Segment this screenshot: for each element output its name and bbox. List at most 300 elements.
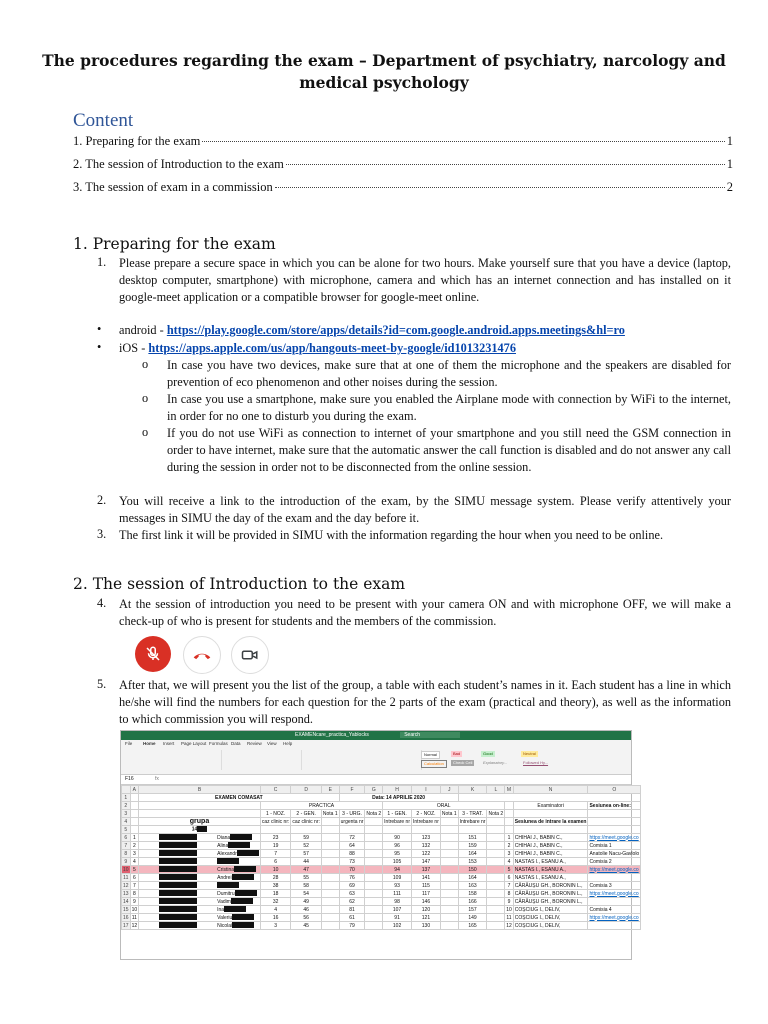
content-heading: Content <box>73 110 134 131</box>
student-name-cell[interactable] <box>139 922 261 930</box>
student-name: Ina <box>217 906 225 913</box>
redaction-box <box>232 874 254 880</box>
hang-up-button[interactable] <box>183 636 221 674</box>
sheet-row-1: 1 EXAMEN COMASAT Data: 14 APRILIE 2020 <box>122 794 641 802</box>
row-number-cell[interactable]: 9 <box>130 898 139 906</box>
question-cell[interactable]: 96 <box>383 842 412 850</box>
col-header[interactable]: N <box>513 786 588 794</box>
row-number-cell[interactable]: 10 <box>131 906 138 913</box>
sub-header[interactable]: caz clinic nr: <box>261 818 290 825</box>
question-cell[interactable]: 58 <box>291 882 322 890</box>
order-cell[interactable]: 12 <box>506 922 512 929</box>
question-cell[interactable]: 166 <box>458 898 487 906</box>
grade-cell[interactable] <box>487 914 505 922</box>
session-cell[interactable]: Comisia 1 <box>588 842 641 850</box>
question-cell[interactable]: 64 <box>339 842 365 850</box>
tab-view[interactable]: View <box>267 741 277 746</box>
grade-cell[interactable] <box>440 906 458 914</box>
question-cell[interactable]: 141 <box>412 874 441 882</box>
order-cell[interactable]: 3 <box>505 850 514 858</box>
session-cell[interactable]: Comisia 4 <box>588 906 641 914</box>
tab-formulas[interactable]: Formulas <box>209 741 228 746</box>
question-cell[interactable]: 3 <box>260 922 291 930</box>
col-header[interactable]: A <box>130 786 139 794</box>
examiner-cell[interactable]: CĂRĂUȘU GH., BORONIN L., <box>513 898 588 906</box>
question-cell[interactable]: 164 <box>458 850 487 858</box>
question-cell[interactable]: 57 <box>291 850 322 858</box>
sub-header[interactable]: Intrebare nr <box>384 818 411 825</box>
grade-cell[interactable] <box>440 922 458 930</box>
session-cell[interactable]: Comisia 3 <box>588 882 641 890</box>
grade-cell[interactable] <box>321 898 339 906</box>
student-name: Dumitru <box>217 890 235 897</box>
order-cell[interactable]: 8 <box>505 890 514 898</box>
search-box[interactable]: Search <box>400 732 460 738</box>
grade-cell[interactable] <box>440 858 458 866</box>
sub-header[interactable]: 2 - GEN. <box>291 810 322 818</box>
formula-bar[interactable] <box>121 775 631 785</box>
examiner-cell[interactable]: CHIHAI J., BABIN C., <box>513 850 588 858</box>
sesiunea-header[interactable]: Sesiunea on-line: <box>588 802 641 810</box>
tab-help[interactable]: Help <box>283 741 293 746</box>
col-header[interactable]: H <box>383 786 412 794</box>
student-name-cell[interactable] <box>139 866 261 874</box>
practica-header[interactable]: PRACTICA <box>260 802 382 810</box>
sub-header[interactable]: Intrebare nr <box>459 818 486 825</box>
session-cell[interactable] <box>588 874 641 882</box>
sesiunea-intrare[interactable]: Sesiunea de intrare la examen <box>514 818 587 825</box>
redaction-box <box>224 906 246 912</box>
tab-insert[interactable]: Insert <box>163 741 175 746</box>
question-cell[interactable]: 158 <box>458 890 487 898</box>
question-cell[interactable]: 18 <box>260 890 291 898</box>
student-name-cell[interactable] <box>139 874 261 882</box>
session-cell[interactable] <box>588 922 641 930</box>
question-cell[interactable]: 6 <box>260 858 291 866</box>
question-cell[interactable]: 56 <box>291 914 322 922</box>
grade-cell[interactable] <box>321 834 339 842</box>
grade-cell[interactable] <box>365 898 383 906</box>
question-cell[interactable]: 23 <box>260 834 291 842</box>
question-cell[interactable]: 16 <box>260 914 291 922</box>
question-cell[interactable]: 123 <box>412 834 441 842</box>
redaction-box <box>237 850 259 856</box>
student-name-cell[interactable] <box>139 898 261 906</box>
grade-cell[interactable] <box>321 874 339 882</box>
item-2-text: You will receive a link to the introduction of the exam, by the SIMU message system. Please verify attentively your messages in SIMU the day of the exam and the day before it. <box>119 494 731 525</box>
table-row <box>122 914 641 922</box>
session-cell[interactable]: Anatolie Nacu-Gavlolo <box>589 850 640 857</box>
question-cell[interactable]: 153 <box>458 858 487 866</box>
col-header[interactable]: M <box>505 786 514 794</box>
style-normal[interactable]: Normal <box>421 751 440 759</box>
style-explanatory[interactable]: Explanatory... <box>483 760 508 765</box>
grade-cell[interactable] <box>440 882 458 890</box>
spreadsheet-grid <box>121 785 641 930</box>
grade-cell[interactable] <box>440 850 458 858</box>
question-cell[interactable]: 164 <box>458 874 487 882</box>
grade-cell[interactable] <box>321 866 339 874</box>
sub-bullet-2: In case you use a smartphone, make sure you enabled the Airplane mode with connection by WiFi to the internet, in order for no one to disturb you during the exam. <box>167 392 731 423</box>
style-calculation[interactable]: Calculation <box>421 760 447 768</box>
col-header[interactable]: J <box>440 786 458 794</box>
question-cell[interactable]: 7 <box>260 850 291 858</box>
grade-cell[interactable] <box>365 890 383 898</box>
row-number-cell[interactable]: 8 <box>130 890 139 898</box>
question-cell[interactable]: 91 <box>383 914 412 922</box>
row-number-cell[interactable]: 3 <box>130 850 139 858</box>
question-cell[interactable]: 69 <box>339 882 365 890</box>
grade-cell[interactable] <box>487 866 505 874</box>
question-cell[interactable]: 76 <box>339 874 365 882</box>
redaction-box <box>217 882 239 888</box>
grade-cell[interactable] <box>321 882 339 890</box>
table-row <box>122 922 641 930</box>
cell-reference[interactable]: F16 <box>125 776 134 782</box>
question-cell[interactable]: 159 <box>458 842 487 850</box>
grade-cell[interactable] <box>487 906 505 914</box>
grade-cell[interactable] <box>487 858 505 866</box>
question-cell[interactable]: 122 <box>412 850 441 858</box>
android-link[interactable]: https://play.google.com/store/apps/details?id=com.google.android.apps.meetings&hl=ro <box>166 323 625 337</box>
redaction-box <box>159 882 197 888</box>
student-name: Nicolai <box>217 922 233 929</box>
grade-cell[interactable] <box>365 842 383 850</box>
row-header: 12 <box>123 882 129 889</box>
question-cell[interactable]: 163 <box>458 882 487 890</box>
sub-header[interactable]: Intrebare nr <box>413 818 439 825</box>
android-line <box>119 322 739 339</box>
question-cell[interactable]: 107 <box>383 906 412 914</box>
question-cell[interactable]: 54 <box>291 890 322 898</box>
col-header[interactable]: G <box>365 786 383 794</box>
order-cell[interactable]: 1 <box>505 834 514 842</box>
examinatori-header[interactable]: Examinatori <box>513 802 588 810</box>
question-cell[interactable]: 61 <box>339 914 365 922</box>
order-cell[interactable]: 7 <box>505 882 514 890</box>
grupa-number-text: 14 <box>191 826 198 833</box>
tab-page-layout[interactable]: Page Layout <box>181 741 207 746</box>
row-header: 8 <box>122 850 131 858</box>
question-cell[interactable]: 105 <box>383 858 412 866</box>
order-cell[interactable]: 5 <box>505 866 514 874</box>
question-cell[interactable]: 149 <box>458 914 487 922</box>
student-name-cell[interactable] <box>139 850 261 858</box>
row-header: 10 <box>123 866 129 873</box>
session-cell[interactable]: Comisia 2 <box>588 858 641 866</box>
table-row <box>122 842 641 850</box>
question-cell[interactable]: 32 <box>260 898 291 906</box>
col-header[interactable]: E <box>321 786 339 794</box>
item-number: 1. <box>97 255 107 269</box>
row-number-cell[interactable]: 7 <box>130 882 139 890</box>
examiner-cell[interactable]: CHIHAI J., BABIN C., <box>513 842 588 850</box>
examiner-cell[interactable]: CĂRĂUȘU GH., BORONIN L., <box>513 882 588 890</box>
redaction-box <box>235 890 257 896</box>
col-header[interactable]: F <box>339 786 365 794</box>
table-row <box>122 882 641 890</box>
student-name-cell[interactable] <box>139 858 261 866</box>
session-cell[interactable]: https://meet.google.co <box>588 890 641 898</box>
question-cell[interactable]: 52 <box>291 842 322 850</box>
row-number-cell[interactable]: 5 <box>130 866 139 874</box>
examiner-cell[interactable]: COȘCIUG I., DELIV, <box>513 922 588 930</box>
question-cell[interactable]: 62 <box>339 898 365 906</box>
table-row <box>122 890 641 898</box>
row-number-cell[interactable]: 4 <box>130 858 139 866</box>
redaction-box <box>232 922 254 928</box>
question-cell[interactable]: 150 <box>458 866 487 874</box>
order-cell[interactable]: 9 <box>505 898 514 906</box>
question-cell[interactable]: 109 <box>383 874 412 882</box>
item-number: 5. <box>97 677 107 691</box>
oral-header[interactable]: ORAL <box>383 802 505 810</box>
examiner-cell[interactable]: NASTAS I., ESANU A., <box>513 858 588 866</box>
question-cell[interactable]: 47 <box>291 866 322 874</box>
order-cell[interactable]: 4 <box>505 858 514 866</box>
student-name: Valeriu <box>217 914 233 921</box>
grade-cell[interactable] <box>321 914 339 922</box>
question-cell[interactable]: 38 <box>260 882 291 890</box>
table-row <box>122 866 641 874</box>
fx-icon: fx <box>155 776 159 782</box>
grade-cell[interactable] <box>440 834 458 842</box>
question-cell[interactable]: 115 <box>412 882 441 890</box>
col-header[interactable]: K <box>458 786 487 794</box>
student-name-cell[interactable] <box>139 906 261 914</box>
table-row <box>122 906 641 914</box>
examiner-cell[interactable]: CHIHAI J., BABIN C., <box>513 834 588 842</box>
student-name: Vadim <box>217 898 231 905</box>
question-cell[interactable]: 93 <box>383 882 412 890</box>
grade-cell[interactable] <box>487 922 505 930</box>
grade-cell[interactable] <box>365 882 383 890</box>
examiner-cell[interactable]: NASTAS I., ESANU A., <box>513 866 588 874</box>
sub-header[interactable]: Nota 2 <box>488 810 504 817</box>
grade-cell[interactable] <box>365 874 383 882</box>
grade-cell[interactable] <box>321 906 339 914</box>
sub-bullet-icon: o <box>142 357 149 371</box>
sub-bullet-icon: o <box>142 425 149 439</box>
col-header[interactable]: L <box>487 786 505 794</box>
grade-cell[interactable] <box>321 842 339 850</box>
question-cell[interactable]: 73 <box>339 858 365 866</box>
question-cell[interactable]: 130 <box>412 922 441 930</box>
table-row <box>122 898 641 906</box>
grade-cell[interactable] <box>365 858 383 866</box>
question-cell[interactable]: 70 <box>339 866 365 874</box>
corner-cell <box>122 786 131 794</box>
grade-cell[interactable] <box>487 890 505 898</box>
sub-header[interactable]: urgenta nr <box>340 818 364 825</box>
question-cell[interactable]: 55 <box>291 874 322 882</box>
grade-cell[interactable] <box>440 914 458 922</box>
question-cell[interactable]: 59 <box>291 834 322 842</box>
row-header: 7 <box>122 842 131 850</box>
order-cell[interactable]: 6 <box>505 874 514 882</box>
question-cell[interactable]: 151 <box>458 834 487 842</box>
student-name-cell[interactable] <box>139 842 261 850</box>
question-cell[interactable]: 147 <box>412 858 441 866</box>
redaction-box <box>159 850 197 856</box>
sub-header[interactable]: Nota 1 <box>441 810 457 817</box>
redaction-box <box>234 866 256 872</box>
session-cell[interactable]: https://meet.google.co <box>588 914 641 922</box>
row-number-cell[interactable]: 6 <box>130 874 139 882</box>
grade-cell[interactable] <box>487 882 505 890</box>
grupa-label[interactable]: grupa <box>139 818 261 826</box>
question-cell[interactable]: 157 <box>458 906 487 914</box>
question-cell[interactable]: 45 <box>291 922 322 930</box>
exam-date[interactable]: Data: 14 APRILIE 2020 <box>339 794 458 802</box>
row-number-cell[interactable]: 12 <box>131 922 138 929</box>
row-number-cell[interactable]: 11 <box>131 914 137 921</box>
grade-cell[interactable] <box>365 914 383 922</box>
grade-cell[interactable] <box>321 858 339 866</box>
question-cell[interactable]: 132 <box>412 842 441 850</box>
grade-cell[interactable] <box>365 834 383 842</box>
grade-cell[interactable] <box>321 850 339 858</box>
grade-cell[interactable] <box>365 850 383 858</box>
sub-header[interactable]: 1 - GEN. <box>383 810 412 818</box>
row-header: 6 <box>122 834 131 842</box>
style-check-cell[interactable]: Check Cell <box>453 760 473 765</box>
order-cell[interactable]: 2 <box>505 842 514 850</box>
order-cell[interactable]: 11 <box>506 914 512 921</box>
question-cell[interactable]: 4 <box>260 906 291 914</box>
col-header[interactable]: C <box>260 786 291 794</box>
question-cell[interactable]: 137 <box>412 866 441 874</box>
grade-cell[interactable] <box>321 890 339 898</box>
grade-cell[interactable] <box>440 890 458 898</box>
question-cell[interactable]: 46 <box>291 906 322 914</box>
mic-off-button[interactable] <box>135 636 171 672</box>
toc-entry-2[interactable] <box>73 157 733 172</box>
row-number-cell[interactable]: 1 <box>130 834 139 842</box>
grade-cell[interactable] <box>440 866 458 874</box>
student-name-cell[interactable] <box>139 914 261 922</box>
redaction-box <box>159 842 197 848</box>
student-name-cell[interactable] <box>139 834 261 842</box>
exam-title[interactable]: EXAMEN COMASAT <box>139 794 340 802</box>
col-header[interactable]: O <box>588 786 641 794</box>
examiner-cell[interactable]: COȘCIUG I., DELIV, <box>513 914 588 922</box>
grade-cell[interactable] <box>487 834 505 842</box>
examiner-cell[interactable]: NASTAS I., ESANU A., <box>513 874 588 882</box>
sub-header[interactable]: 1 - NOZ. <box>260 810 291 818</box>
session-cell[interactable]: https://meet.google.co <box>588 834 641 842</box>
style-neutral[interactable]: Neutral <box>523 751 536 756</box>
student-name-cell[interactable] <box>139 882 261 890</box>
style-followed-hyperlink[interactable]: Followed Hy... <box>523 760 549 765</box>
question-cell[interactable]: 146 <box>412 898 441 906</box>
grupa-number[interactable] <box>139 826 261 834</box>
number-group <box>301 750 422 770</box>
sub-bullet-1: In case you have two devices, make sure that at one of them the microphone and the speakers are disabled for prevention of eco phenomenon and other noises during the session. <box>167 358 731 389</box>
question-cell[interactable]: 121 <box>412 914 441 922</box>
item-4-text: At the session of introduction you need to be present with your camera ON and with microphone OFF, we will make a check-up of who is present for students and the members of the commission. <box>119 597 731 628</box>
question-cell[interactable]: 19 <box>260 842 291 850</box>
student-name: Alexandr <box>217 850 237 857</box>
ios-link[interactable]: https://apps.apple.com/us/app/hangouts-meet-by-google/id1013231476 <box>148 341 516 355</box>
sub-header[interactable]: 2 - NOZ. <box>412 810 441 818</box>
grade-cell[interactable] <box>440 874 458 882</box>
camera-button[interactable] <box>231 636 269 674</box>
question-cell[interactable]: 63 <box>339 890 365 898</box>
grade-cell[interactable] <box>365 906 383 914</box>
tab-home[interactable]: Home <box>143 741 156 746</box>
student-name-cell[interactable] <box>139 890 261 898</box>
toc-entry-1[interactable] <box>73 134 733 149</box>
grade-cell[interactable] <box>487 842 505 850</box>
bullet-icon: • <box>97 322 102 336</box>
grade-cell[interactable] <box>365 922 383 930</box>
col-header[interactable]: D <box>291 786 322 794</box>
question-cell[interactable]: 117 <box>412 890 441 898</box>
sub-header[interactable]: 3 - TRAT. <box>458 810 487 818</box>
question-cell[interactable]: 165 <box>458 922 487 930</box>
grade-cell[interactable] <box>487 850 505 858</box>
camera-icon <box>241 648 259 662</box>
tab-data[interactable]: Data <box>231 741 241 746</box>
question-cell[interactable]: 88 <box>339 850 365 858</box>
col-header[interactable]: I <box>412 786 441 794</box>
examiner-cell[interactable]: CĂRĂUȘU GH., BORONIN L., <box>513 890 588 898</box>
examiner-cell[interactable]: COȘCIUG I., DELIV, <box>513 906 588 914</box>
style-good[interactable]: Good <box>483 751 493 756</box>
sub-header[interactable]: Nota 1 <box>322 810 338 817</box>
grade-cell[interactable] <box>321 922 339 930</box>
question-cell[interactable]: 90 <box>383 834 412 842</box>
question-cell[interactable]: 10 <box>260 866 291 874</box>
bullet-icon: • <box>97 340 102 354</box>
tab-file[interactable]: File <box>125 741 133 746</box>
question-cell[interactable]: 98 <box>383 898 412 906</box>
question-cell[interactable]: 79 <box>339 922 365 930</box>
question-cell[interactable]: 95 <box>383 850 412 858</box>
question-cell[interactable]: 44 <box>291 858 322 866</box>
grade-cell[interactable] <box>365 866 383 874</box>
style-bad[interactable]: Bad <box>453 751 461 756</box>
sub-header[interactable]: 3 - URG. <box>339 810 365 818</box>
order-cell[interactable]: 10 <box>506 906 512 913</box>
grade-cell[interactable] <box>440 898 458 906</box>
session-cell[interactable]: https://meet.google.co <box>588 866 641 874</box>
col-header[interactable]: B <box>139 786 261 794</box>
sheet-row-3: 3 1 - NOZ. 2 - GEN. Nota 1 3 - URG. Nota 2 1 - GEN. 2 - NOZ. Nota 1 3 - TRAT. Nota 2 <box>122 810 641 818</box>
grade-cell[interactable] <box>487 874 505 882</box>
toc-page: 2 <box>726 180 733 194</box>
question-cell[interactable]: 120 <box>412 906 441 914</box>
session-cell[interactable] <box>588 898 641 906</box>
question-cell[interactable]: 102 <box>383 922 412 930</box>
question-cell[interactable]: 94 <box>383 866 412 874</box>
tab-review[interactable]: Review <box>247 741 262 746</box>
toc-entry-3[interactable] <box>73 180 733 195</box>
row-header: 13 <box>123 890 129 897</box>
sub-header[interactable]: Nota 2 <box>366 810 382 817</box>
sub-header[interactable]: caz clinic nr: <box>292 818 320 825</box>
question-cell[interactable]: 28 <box>260 874 291 882</box>
table-row <box>122 874 641 882</box>
question-cell[interactable]: 72 <box>339 834 365 842</box>
question-cell[interactable]: 49 <box>291 898 322 906</box>
question-cell[interactable]: 81 <box>339 906 365 914</box>
grade-cell[interactable] <box>440 842 458 850</box>
grade-cell[interactable] <box>487 898 505 906</box>
row-number-cell[interactable]: 2 <box>130 842 139 850</box>
question-cell[interactable]: 111 <box>383 890 412 898</box>
